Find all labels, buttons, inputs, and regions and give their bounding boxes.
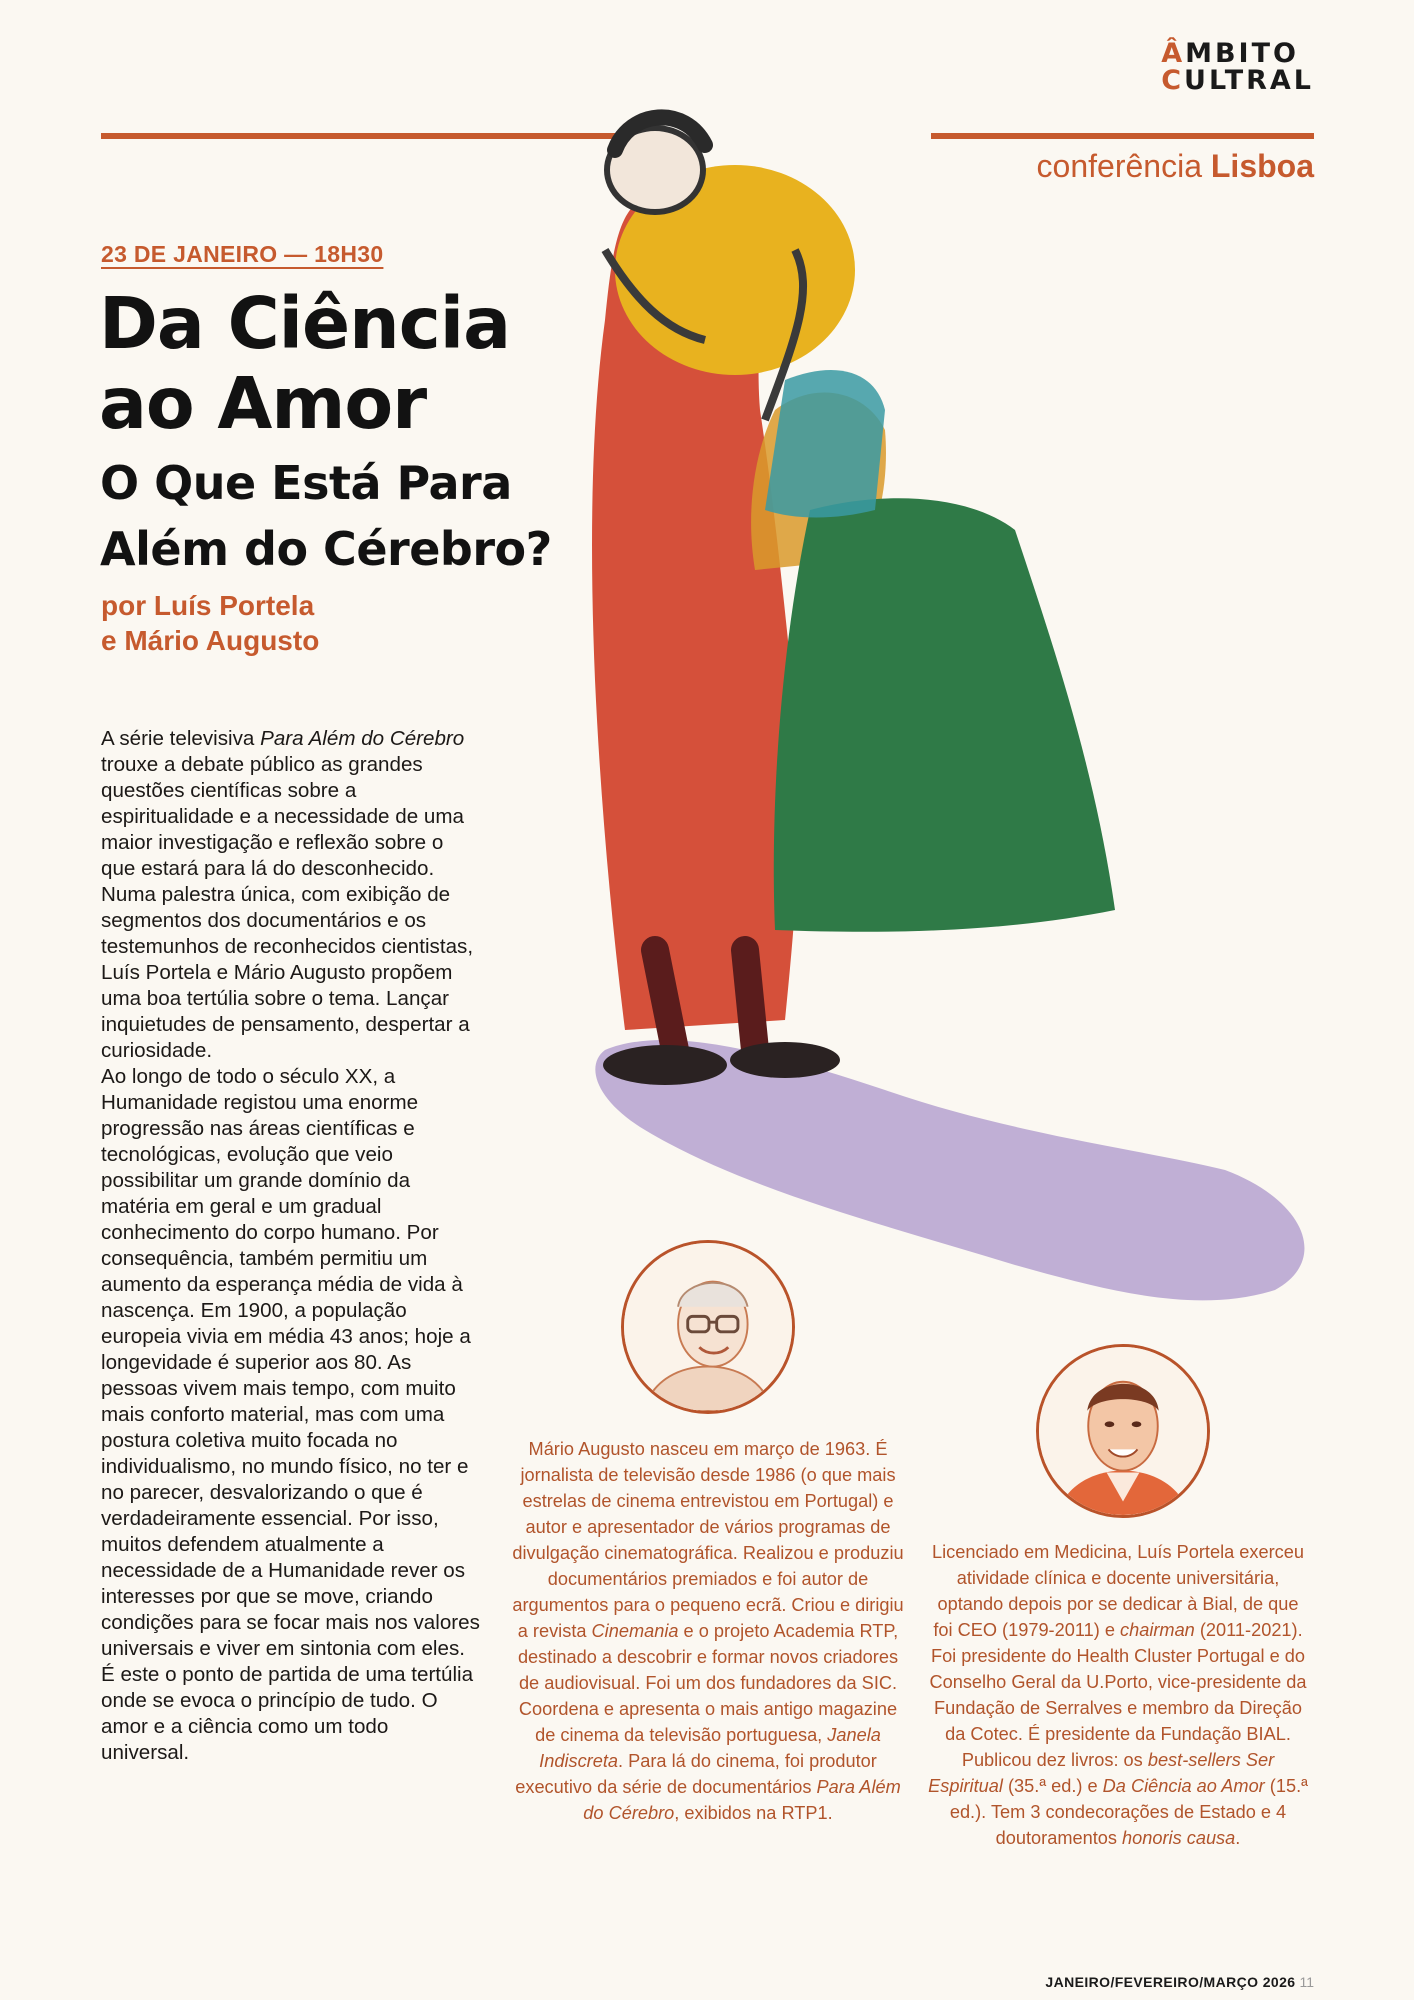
issue-date: JANEIRO/FEVEREIRO/MARÇO 2026 [1045, 1974, 1296, 1990]
authors-byline [101, 588, 319, 658]
portrait-luis-svg [1039, 1347, 1207, 1515]
woman-bodice [765, 370, 885, 518]
subtitle-line-1: O Que Está Para [100, 456, 512, 510]
woman-dress [774, 498, 1115, 932]
portrait-mario-svg [624, 1243, 792, 1411]
article-paragraph-3: É este o ponto de partida de uma tertúlia onde se evoca o princípio de tudo. O amor e a ciência como um todo universal. [101, 1663, 474, 1764]
woman-leg [745, 950, 755, 1050]
page-subtitle [100, 450, 552, 582]
logo-text-2: ULTRAL [1184, 65, 1314, 96]
subtitle-line-2: Além do Cérebro? [100, 522, 552, 576]
shoe-right [730, 1042, 840, 1078]
man-leg [655, 950, 675, 1050]
illustration-svg [585, 90, 1335, 1320]
section-city: Lisboa [1210, 148, 1314, 184]
article-paragraph-2: Ao longo de todo o século XX, a Humanidade registou uma enorme progressão nas áreas científicas e tecnológicas, evolução que veio possibilitar um grande domínio da matéria em geral e um gradual conhecimento do corpo humano. Por consequência, também permitiu um aumento da esperança média de vida à nascença. Em 1900, a população europeia vivia em média 43 anos; hoje a longevidade é superior aos 80. As pessoas vivem mais tempo, com muito mais conforto material, mas com uma postura coletiva muito focada no individualismo, no mundo físico, no ter e no parecer, desvalorizando o que é verdadeiramente essencial. Por isso, muitos defendem atualmente a necessidade de a Humanidade rever os interesses por que se move, criando condições para se focar mais nos valores universais e viver em sintonia com eles. [101, 1065, 480, 1660]
article-body [101, 726, 481, 1766]
title-line-2: ao Amor [99, 362, 427, 445]
portrait-luis-portela [1036, 1344, 1210, 1518]
bio-mario-augusto: Mário Augusto nasceu em março de 1963. É jornalista de televisão desde 1986 (o que mais estrelas de cinema entrevistou em Portugal) e autor e apresentador de vários programas de divulgação cinematográfica. Realizou e produziu documentários premiados e foi autor de argumentos para o pequeno ecrã. Criou e dirigiu a revista Cinemania e o projeto Academia RTP, destinado a descobrir e formar novos criadores de audiovisual. Foi um dos fundadores da SIC. Coordena e apresenta o mais antigo magazine de cinema da televisão portuguesa, Janela Indiscreta. Para lá do cinema, foi produtor executivo da série de documentários Para Além do Cérebro, exibidos na RTP1. [512, 1439, 904, 1823]
page-title [99, 284, 510, 444]
logo-text-1: MBITO [1185, 38, 1299, 69]
section-type: conferência [1036, 148, 1202, 184]
article-paragraph-1: A série televisiva Para Além do Cérebro trouxe a debate público as grandes questões científicas sobre a espiritualidade e a necessidade de uma maior investigação e reflexão sobre o que estará para lá do desconhecido. Numa palestra única, com exibição de segmentos dos documentários e os testemunhos de reconhecidos cientistas, Luís Portela e Mário Augusto propõem uma boa tertúlia sobre o tema. Lançar inquietudes de pensamento, despertar a curiosidade. [101, 727, 474, 1062]
couple-illustration [585, 90, 1335, 1320]
logo-accent-c: C [1161, 65, 1185, 96]
portrait-mario-augusto [621, 1240, 795, 1414]
title-line-1: Da Ciência [99, 282, 511, 365]
event-date: 23 DE JANEIRO — 18H30 [101, 241, 384, 267]
brand-logo [1161, 40, 1314, 94]
page-number: 11 [1299, 1974, 1314, 1990]
authors-line-1: por Luís Portela [101, 590, 315, 621]
logo-accent-a: Â [1161, 38, 1186, 69]
shoe-left [603, 1045, 727, 1085]
authors-line-2: e Mário Augusto [101, 625, 320, 656]
series-title: Para Além do Cérebro [260, 727, 465, 750]
bio-luis-portela: Licenciado em Medicina, Luís Portela exerceu atividade clínica e docente universitária, optando depois por se dedicar à Bial, de que foi CEO (1979-2011) e chairman (2011-2021). Foi presidente do Health Cluster Portugal e do Conselho Geral da U.Porto, vice-presidente da Fundação de Serralves e membro da Direção da Cotec. É presidente da Fundação BIAL. Publicou dez livros: os best-sellers Ser Espiritual (35.ª ed.) e Da Ciência ao Amor (15.ª ed.). Tem 3 condecorações de Estado e 4 doutoramentos honoris causa. [928, 1542, 1308, 1848]
page-footer [1045, 1974, 1314, 1990]
